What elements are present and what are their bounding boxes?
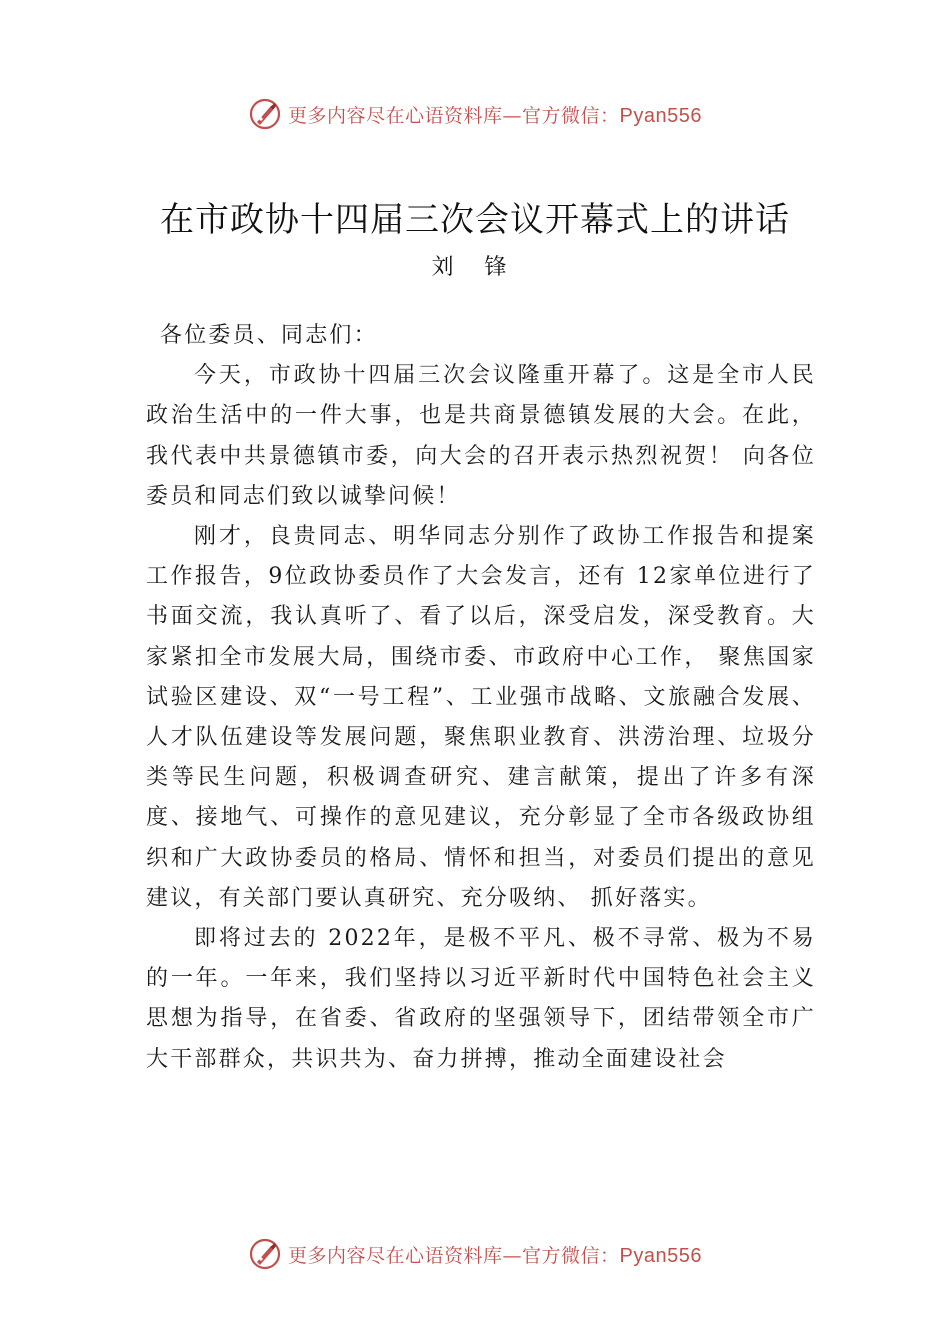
wechat-id: Pyan556 — [619, 1244, 702, 1267]
document-title: 在市政协十四届三次会议开幕式上的讲话 — [160, 200, 790, 240]
watermark-text: 更多内容尽在心语资料库—官方微信：Pyan556 — [288, 104, 702, 127]
pen-nib-logo-icon — [248, 97, 282, 131]
header-watermark — [0, 94, 950, 134]
paragraph: 刚才，良贵同志、明华同志分别作了政协工作报告和提案工作报告，9位政协委员作了大会发言，还有 12家单位进行了书面交流，我认真听了、看了以后，深受启发，深受教育。大家紧扣全市发展大局，围绕市委、市政府中心工作， 聚焦国家试验区建设、双“一号工程”、工业强市战略、文旅融合发展、人才队伍建设等发展问题，聚焦职业教育、洪涝治理、垃圾分类等民生问题，积极调查研究、建言献策，提出了许多有深度、接地气、可操作的意见建议，充分彰显了全市各级政协组织和广大政协委员的格局、情怀和担当，对委员们提出的意见建议，有关部门要认真研究、充分吸纳、 抓好落实。 — [146, 524, 816, 911]
footer-watermark — [0, 1234, 950, 1274]
wechat-id: Pyan556 — [619, 104, 702, 127]
pen-nib-logo-icon — [248, 1237, 282, 1271]
document-author: 刘 锋 — [431, 255, 519, 280]
document-body — [146, 316, 816, 1080]
salutation: 各位委员、同志们： — [160, 323, 378, 348]
paragraph: 即将过去的 2022年，是极不平凡、极不寻常、极为不易的一年。一年来，我们坚持以习近平新时代中国特色社会主义思想为指导，在省委、省政府的坚强领导下，团结带领全市广大干部群众，共识共为、奋力拼搏，推动全面建设社会 — [146, 926, 816, 1072]
watermark-text: 更多内容尽在心语资料库—官方微信：Pyan556 — [288, 1244, 702, 1267]
paragraph: 今天，市政协十四届三次会议隆重开幕了。这是全市人民政治生活中的一件大事，也是共商景德镇发展的大会。在此，我代表中共景德镇市委，向大会的召开表示热烈祝贺！ 向各位委员和同志们致以诚挚问候！ — [146, 363, 816, 509]
